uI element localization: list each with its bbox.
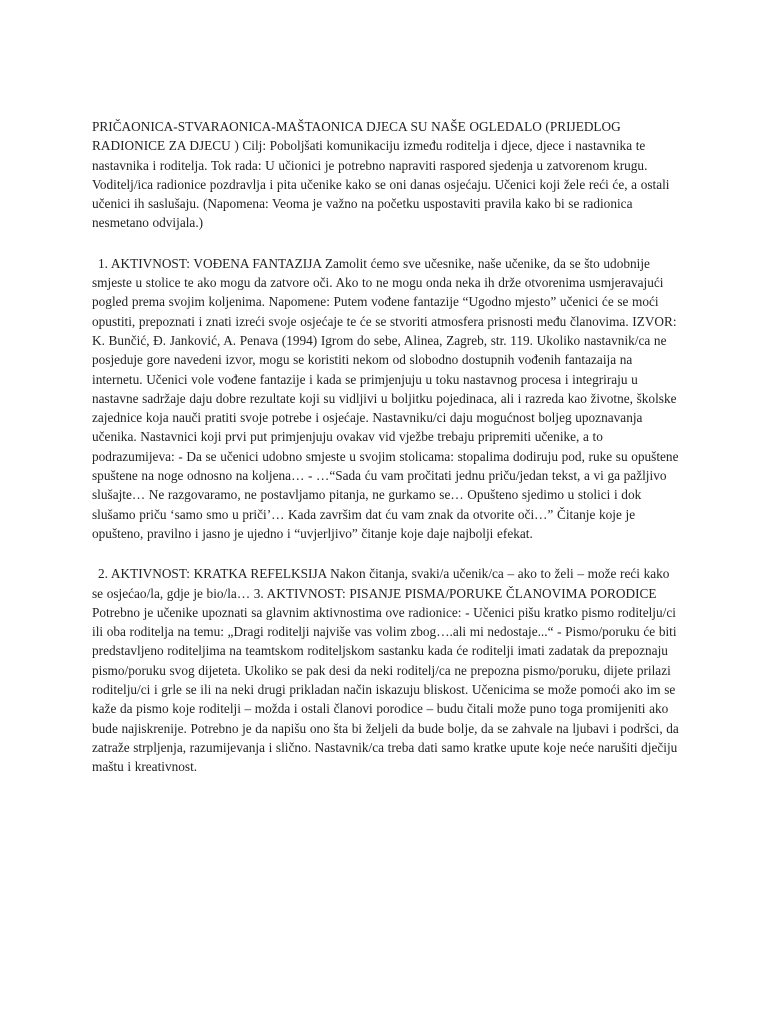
- activity-two-three-paragraph: 2. AKTIVNOST: KRATKA REFELKSIJA Nakon čitanja, svaki/a učenik/ca – ako to želi – može reći kako se osjećao/la, gdje je bio/la… 3. AKTIVNOST: PISANJE PISMA/PORUKE ČLANOVIMA PORODICE Potrebno je učenike upoznati sa glavnim aktivnostima ove radionice: - Učenici pišu kratko pismo roditelju/ci ili oba roditelja na temu: „Dragi roditelji najviše vas volim zbog….ali mi nedostaje...“ - Pismo/poruku će biti predstavljeno roditeljima na teamtskom roditeljskom sastanku kada će roditelji imati zadatak da prepoznaju pismo/poruku svog dijeteta. Ukoliko se pak desi da neki roditelj/ca ne prepozna pismo/poruku, dijete prilazi roditelju/ci i grle se ili na neki drugi prikladan način iskazuju bliskost. Učenicima se može pomoći ako im se kaže da pismo koje roditelji – možda i ostali članovi porodice – budu čitali može puno toga promijeniti ako bude najiskrenije. Potrebno je da napišu ono šta bi željeli da bude bolje, da se zahvale na ljubavi i podršci, da zatraže strpljenja, razumijevanja i slično. Nastavnik/ca treba dati samo kratke upute koje neće narušiti dječiju maštu i kreativnost.: [92, 566, 679, 775]
- intro-paragraph: PRIČAONICA-STVARAONICA-MAŠTAONICA DJECA SU NAŠE OGLEDALO (PRIJEDLOG RADIONICE ZA DJECU ) Cilj: Poboljšati komunikaciju između roditelja i djece, djece i nastavnika te nastavnika i roditelja. Tok rada: U učionici je potrebno napraviti raspored sjedenja u zatvorenom krugu. Voditelj/ica radionice pozdravlja i pita učenike kako se oni danas osjećaju. Učenici koji žele reći će, a ostali učenici ih saslušaju. (Napomena: Veoma je važno na početku uspostaviti pravila kako bi se radionica nesmetano odvijala.): [92, 119, 670, 231]
- activity-one-paragraph: 1. AKTIVNOST: VOĐENA FANTAZIJA Zamolit ćemo sve učesnike, naše učenike, da se što udobnije smjeste u stolice te ako mogu da zatvore oči. Ako to ne mogu onda neka ih drže otvorenima usmjeravajući pogled prema svojim koljenima. Napomene: Putem vođene fantazije “Ugodno mjesto” učenici će se moći opustiti, prepoznati i znati izreći svoje osjećaje te će se stvoriti atmosfera prisnosti među članovima. IZVOR: K. Bunčić, Đ. Janković, A. Penava (1994) Igrom do sebe, Alinea, Zagreb, str. 119. Ukoliko nastavnik/ca ne posjeduje gore navedeni izvor, mogu se koristiti nekom od slobodno dostupnih vođenih fantazaija na internetu. Učenici vole vođene fantazije i kada se primjenjuju u toku nastavnog procesa i integriraju u nastavne sadržaje daju dobre rezultate koji su vidljivi u boljitku pojedinaca, ali i razreda kao životne, školske zajednice koja nauči pratiti svoje potrebe i osjećaje. Nastavniku/ci daju mogućnost boljeg upoznavanja učenika. Nastavnici koji prvi put primjenjuju ovakav vid vježbe trebaju pripremiti učenike, a to podrazumijeva: - Da se učenici udobno smjeste u svojim stolicama: stopalima dodiruju pod, ruke su opuštene spuštene na noge odnosno na koljena… - …“Sada ću vam pročitati jednu priču/jedan tekst, a vi ga pažljivo slušajte… Ne razgovaramo, ne postavljamo pitanja, ne gurkamo se… Opušteno sjedimo u stolici i dok slušamo priču ‘samo smo u priči’… Kada završim dat ću vam znak da otvorite oči…” Čitanje koje je opušteno, pravilno i jasno je ujedno i “uvjerljivo” čitanje koje daje najbolji efekat.: [92, 255, 679, 541]
